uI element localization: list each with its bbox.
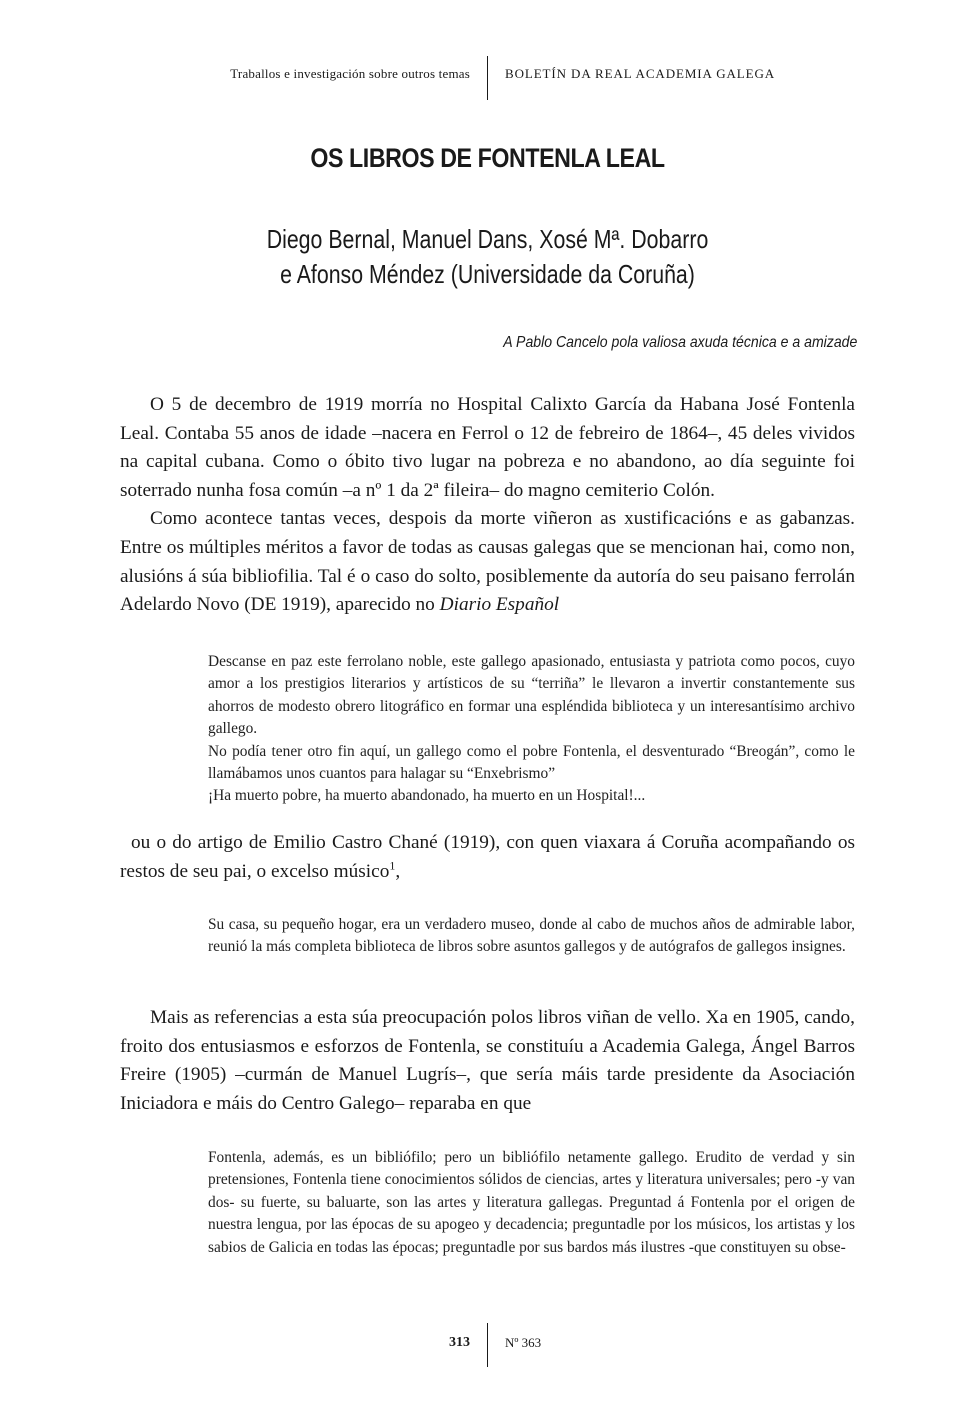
paragraph [120,829,855,886]
journal-name: BOLETÍN DA REAL ACADEMIA GALEGA [505,66,776,81]
paragraph-block-3 [120,1004,855,1118]
footer-divider [487,1323,488,1367]
issue-number: Nº 363 [505,1335,542,1350]
article-title: OS LIBROS DE FONTENLA LEAL [310,143,665,173]
paragraph-text: , [395,860,401,882]
authors-line-2: e Afonso Méndez (Universidade da Coruña) [280,259,695,289]
paragraph-text: ou o do artigo de Emilio Castro Chané (1919), con quen viaxara á Coruña acompañando os restos de seu pai, o excelso músico [120,832,855,882]
paragraph: O 5 de decembro de 1919 morría no Hospital Calixto García da Habana José Fontenla Leal. Contaba 55 anos de idade –nacera en Ferrol o 12 de febreiro de 1864–, 45 deles vividos na capital cubana. Como o óbito tivo lugar na pobreza e no abandono, ao día seguinte foi soterrado nunha fosa común –a nº 1 da 2ª fileira– do magno cemiterio Colón. [120,394,855,501]
running-head [0,56,975,100]
section-label: Traballos e investigación sobre outros temas [230,66,470,81]
authors-line-1: Diego Bernal, Manuel Dans, Xosé Mª. Dobarro [266,224,709,254]
quote-paragraph: No podía tener otro fin aquí, un gallego como el pobre Fontenla, el desventurado “Breogán”, como le llamábamos unos cuantos para halagar su “Enxebrismo” [208,742,855,783]
paragraph-block-1 [120,391,855,620]
block-quote-2 [208,914,855,959]
dedication: A Pablo Cancelo pola valiosa axuda técnica e a amizade [502,334,857,351]
paragraph: Mais as referencias a esta súa preocupación polos libros viñan de vello. Xa en 1905, cando, froito dos entusiasmos e esforzos de Fontenla, se constituíu a Academia Galega, Ángel Barros Freire (1905) –curmán de Manuel Lugrís–, que sería máis tarde presidente da Asociación Iniciadora e máis do Centro Galego– reparaba en que [120,1007,855,1114]
header-divider [487,56,488,100]
footnote-ref[interactable]: 1 [389,858,396,873]
quote-paragraph: Su casa, su pequeño hogar, era un verdadero museo, donde al cabo de muchos años de admirable labor, reunió la más completa biblioteca de libros sobre asuntos gallegos y de autógrafos de gallegos insignes. [208,916,855,956]
newspaper-title: Diario Español [439,594,560,616]
paragraph [120,505,855,619]
page-number: 313 [449,1335,470,1350]
block-quote-1 [208,651,855,808]
page-footer [0,1323,975,1367]
quote-paragraph: ¡Ha muerto pobre, ha muerto abandonado, ha muerto en un Hospital!... [208,787,646,805]
quote-paragraph: Fontenla, además, es un bibliófilo; pero un bibliófilo netamente gallego. Erudito de verdad y sin pretensiones, Fontenla tiene conocimientos sólidos de ciencias, artes y literatura universales; pero -y van dos- su fuerte, su baluarte, son las artes y literatura gallegas. Preguntad á Fontenla por el origen de nuestra lengua, por las épocas de su apogeo y decadencia; preguntadle por los músicos, los artistas y los sabios de Galicia en todas las épocas; preguntadle por sus bardos más ilustres -que constituyen su obse- [208,1149,855,1256]
quote-paragraph: Descanse en paz este ferrolano noble, este gallego apasionado, entusiasta y patriota como pocos, cuyo amor a los prestigios literarios y artísticos de su “terriña” le llevaron a invertir constantemente sus ahorros de modesto obrero litográfico en formar una espléndida biblioteca y un interesantísimo archivo gallego. [208,653,855,738]
authors [88,222,888,292]
paragraph-block-2 [120,829,855,886]
block-quote-3 [208,1147,855,1259]
paragraph-text: Como acontece tantas veces, despois da morte viñeron as xustificacións e as gabanzas. Entre os múltiples méritos a favor de todas as causas galegas que se mencionan hai, como non, alusións á súa bibliofilia. Tal é o caso do solto, posiblemente da autoría do seu paisano ferrolán Adelardo Novo (DE 1919), aparecido no [120,508,855,616]
